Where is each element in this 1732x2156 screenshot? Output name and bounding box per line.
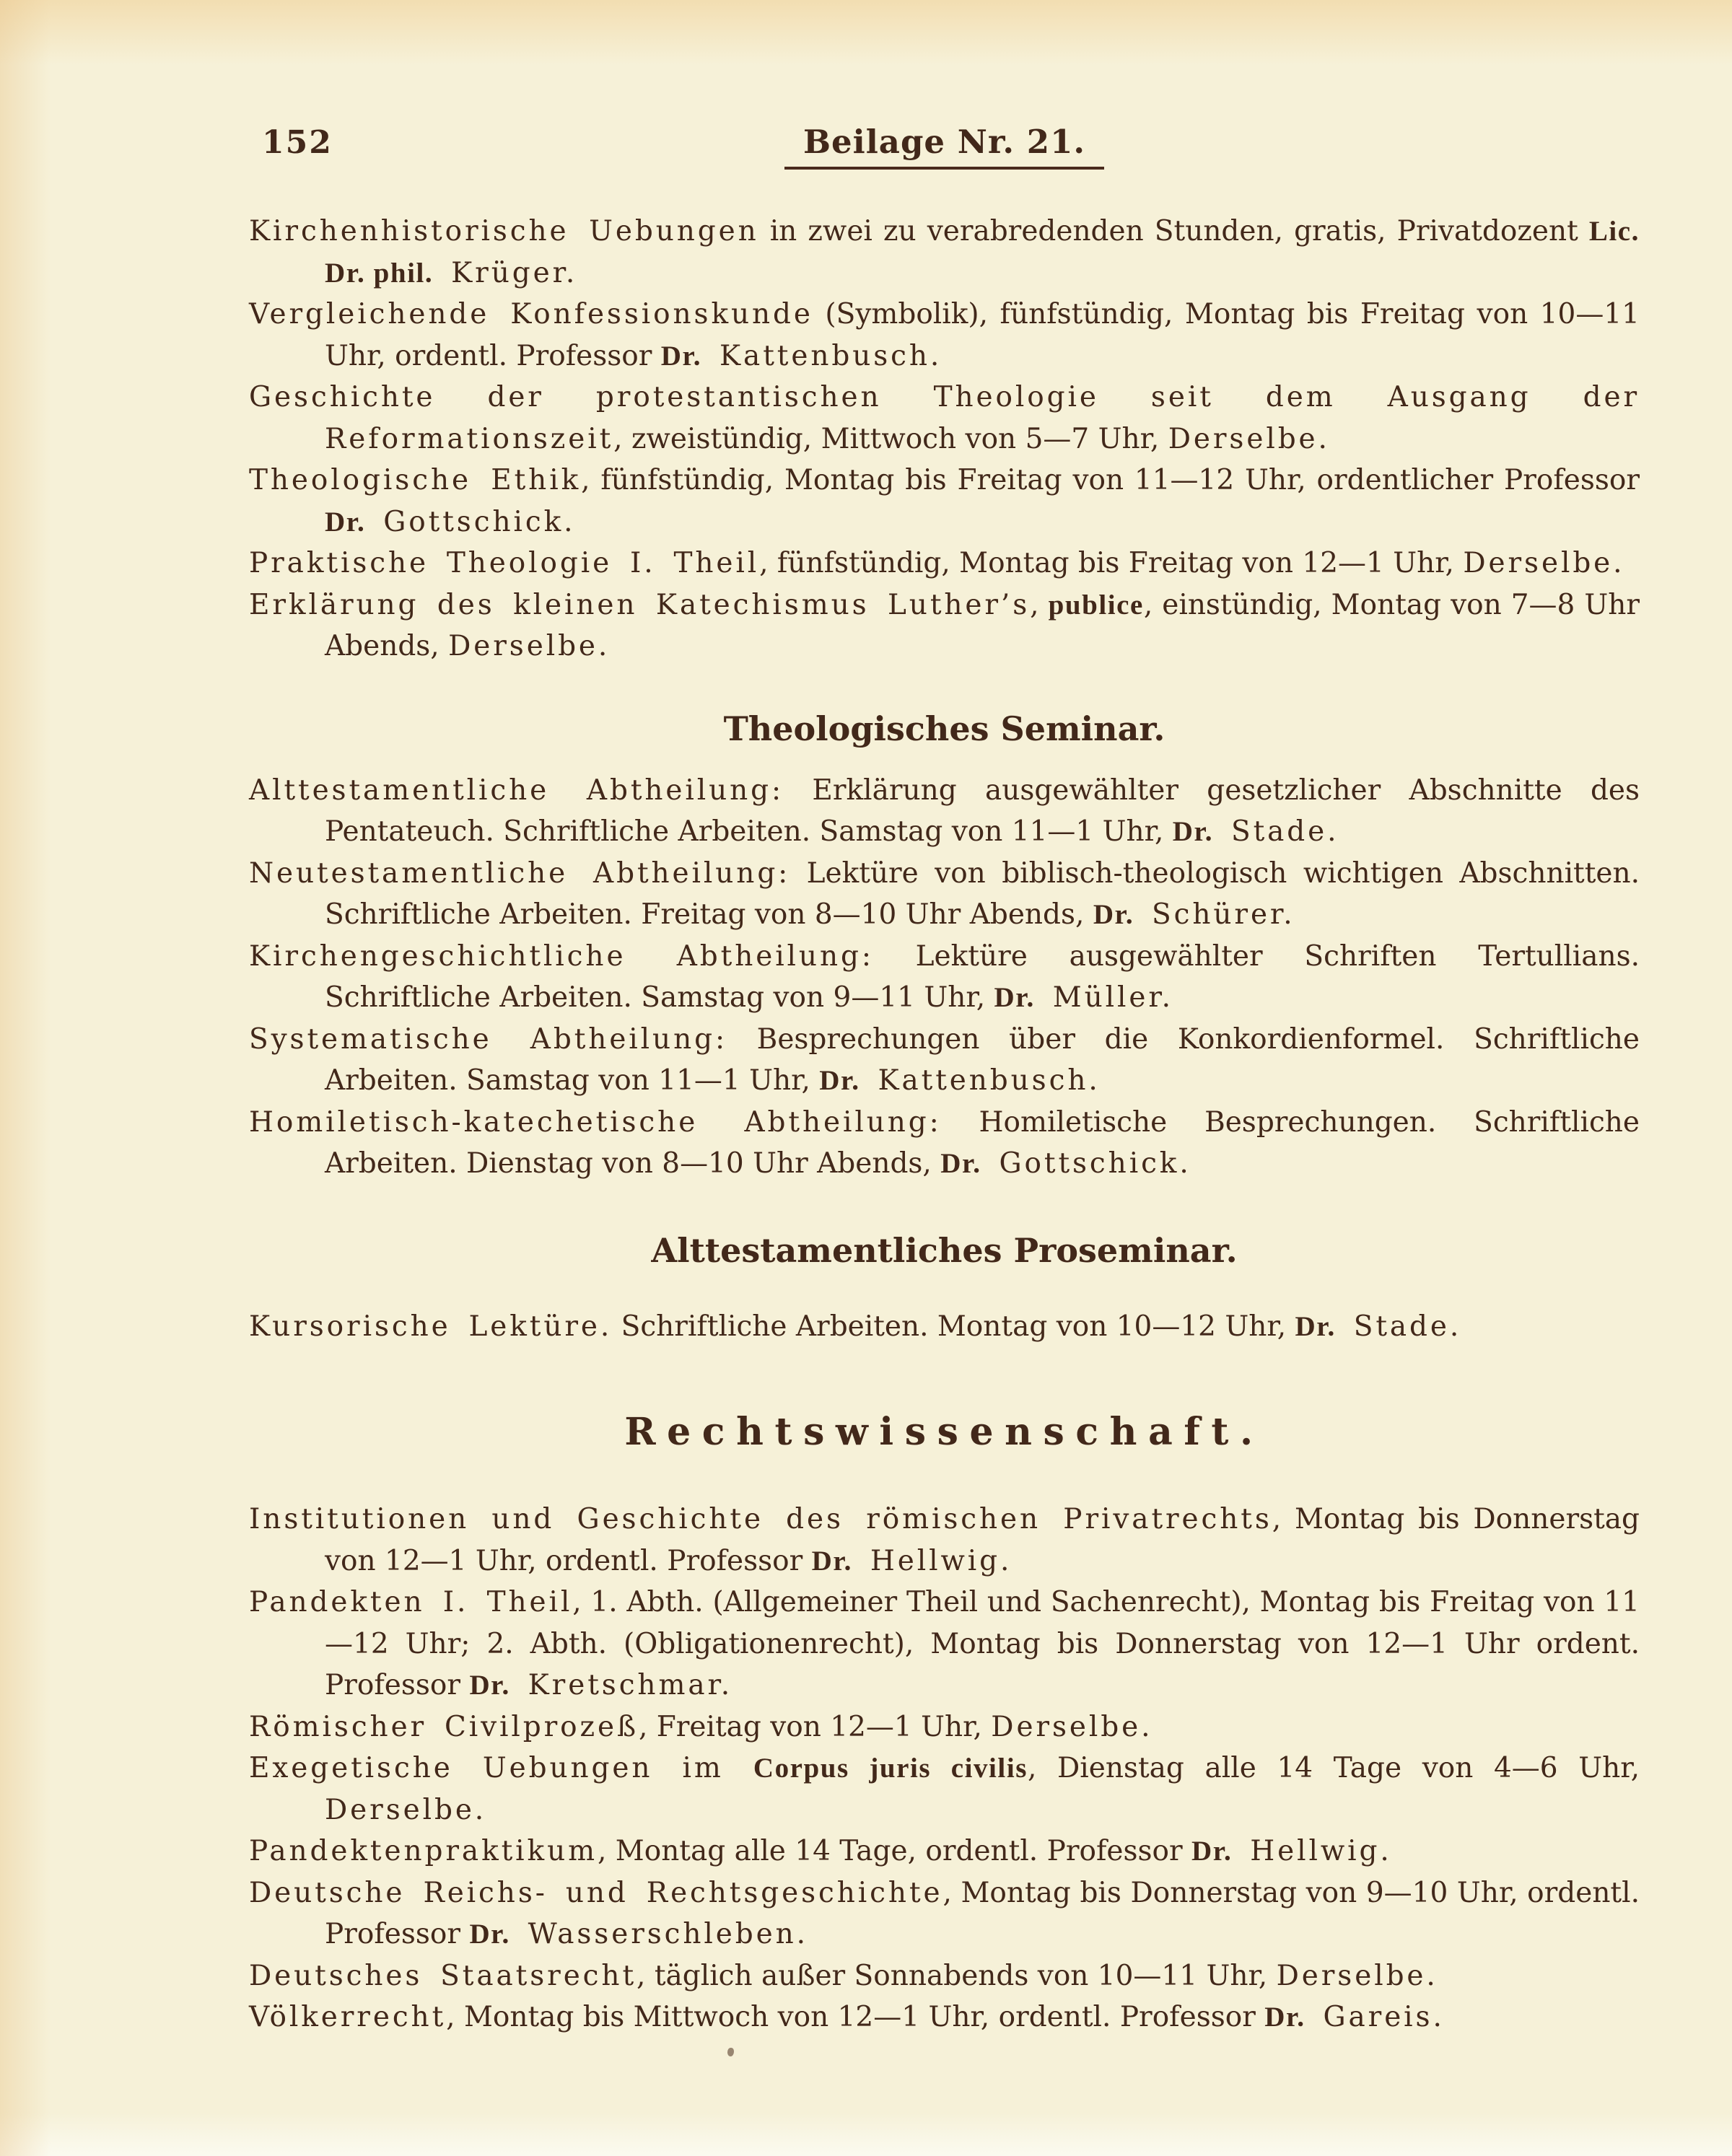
text-segment: Derselbe.	[1463, 547, 1625, 579]
section-proseminar	[249, 1306, 1640, 1348]
text-segment: Schriftliche Arbeiten. Montag von 10—12 Uhr,	[612, 1310, 1295, 1343]
course-entry	[249, 1706, 1640, 1748]
text-segment: Dr.	[1191, 1836, 1233, 1867]
text-segment: Dr.	[940, 1148, 981, 1179]
text-segment: Kattenbusch.	[860, 1064, 1101, 1097]
text-segment: Dr.	[1093, 899, 1134, 930]
text-segment: , Freitag von 12—1 Uhr,	[638, 1710, 992, 1743]
text-segment: , 1. Abth. (Allgemeiner Theil und Sachenrecht), Montag bis Freitag von 11—12 Uhr; 2. Abth. (Obligationenrecht), Montag bis Donnerstag von 12—1 Uhr ordent. Professor	[325, 1586, 1640, 1701]
text-segment: Gottschick.	[981, 1147, 1191, 1180]
text-segment: Stade.	[1335, 1310, 1462, 1343]
text-segment: Gottschick.	[365, 505, 576, 538]
text-segment: publice	[1048, 589, 1144, 621]
text-segment: Römischer Civilprozeß	[249, 1710, 639, 1743]
text-segment: Völkerrecht	[249, 2001, 447, 2033]
text-segment: Dr.	[1264, 2002, 1305, 2033]
text-segment: Kirchenhistorische Uebungen	[249, 215, 759, 247]
text-segment: Krüger.	[433, 256, 578, 289]
text-segment: , fünfstündig, Montag bis Freitag von 11—12 Uhr, ordentlicher Professor	[581, 464, 1640, 496]
text-segment: Lektüre von biblisch-theologisch wichtigen Abschnitten. Schriftliche Arbeiten. Freitag von 8—10 Uhr Abends,	[325, 856, 1640, 931]
page-header	[249, 123, 1640, 167]
section-heading-theologisches-seminar: Theologisches Seminar.	[723, 709, 1165, 748]
text-segment: Derselbe.	[448, 630, 611, 662]
section-heading-proseminar: Alttestamentliches Proseminar.	[651, 1230, 1238, 1270]
text-segment: in zwei zu verabredenden Stunden, gratis, Privatdozent	[758, 215, 1589, 247]
text-segment: Derselbe.	[991, 1710, 1153, 1743]
text-segment: (Symbolik), fünfstündig, Montag bis Freitag von 10—11 Uhr, ordentl. Professor	[325, 298, 1640, 372]
course-entry	[249, 770, 1640, 853]
text-segment: Pandektenpraktikum	[249, 1835, 598, 1867]
text-segment: Kretschmar.	[509, 1669, 733, 1701]
section-theology-courses	[249, 211, 1640, 667]
text-segment: Neutestamentliche Abtheilung:	[249, 856, 791, 890]
text-segment: Kattenbusch.	[701, 339, 942, 372]
section-law-courses	[249, 1499, 1640, 2038]
text-segment: Deutsches Staatsrecht	[249, 1959, 637, 1992]
text-segment: Derselbe.	[1168, 422, 1330, 455]
course-entry	[249, 1955, 1640, 1997]
text-segment: Lic. Dr. phil.	[325, 216, 1640, 289]
course-entry	[249, 1306, 1640, 1348]
text-segment: Erklärung ausgewählter gesetzlicher Abschnitte des Pentateuch. Schriftliche Arbeiten. Samstag von 11—1 Uhr,	[325, 774, 1640, 848]
text-segment: , täglich außer Sonnabends von 10—11 Uhr,	[637, 1959, 1277, 1992]
ink-speck	[727, 2048, 734, 2056]
text-segment: Dr.	[1295, 1310, 1336, 1342]
text-segment: Derselbe.	[1276, 1959, 1438, 1992]
text-segment: Wasserschleben.	[509, 1918, 808, 1950]
course-entry	[249, 211, 1640, 294]
text-segment: Pandekten I. Theil	[249, 1586, 573, 1618]
page-header-title: Beilage Nr. 21.	[784, 123, 1104, 170]
text-segment: Praktische Theologie I. Theil	[249, 547, 760, 579]
text-segment: Dr.	[325, 506, 366, 538]
text-segment: Dr.	[994, 982, 1035, 1013]
course-entry	[249, 1997, 1640, 2038]
course-entry	[249, 294, 1640, 377]
text-segment: Stade.	[1213, 815, 1339, 848]
course-entry	[249, 1102, 1640, 1185]
text-segment: Systematische Abtheilung:	[249, 1022, 727, 1056]
text-segment: Homiletisch-katechetische Abtheilung:	[249, 1105, 942, 1139]
text-segment: Exegetische Uebungen im	[249, 1752, 753, 1784]
text-segment: Schürer.	[1134, 898, 1295, 931]
text-segment: Dr.	[469, 1919, 510, 1950]
text-segment: Geschichte der protestantischen Theologie seit dem Ausgang der Reformationszeit	[249, 381, 1640, 455]
text-segment: Müller.	[1034, 981, 1173, 1014]
course-entry	[249, 1748, 1640, 1831]
text-segment: , einstündig, Montag von 7—8 Uhr Abends,	[325, 588, 1640, 662]
text-segment: , Montag bis Donnerstag von 9—10 Uhr, ordentl. Professor	[325, 1876, 1640, 1950]
text-segment: , fünfstündig, Montag bis Freitag von 12—1 Uhr,	[759, 547, 1464, 579]
text-segment: Hellwig.	[852, 1544, 1012, 1577]
text-segment: Dr.	[819, 1065, 860, 1096]
section-theologisches-seminar	[249, 770, 1640, 1185]
text-segment: Corpus juris civilis	[753, 1753, 1028, 1784]
text-segment: Gareis.	[1305, 2001, 1445, 2033]
text-segment: , zweistündig, Mittwoch von 5—7 Uhr,	[613, 422, 1168, 455]
text-segment: Dr.	[660, 340, 702, 372]
text-segment: ,	[1030, 588, 1049, 621]
text-segment: Theologische Ethik	[249, 464, 582, 496]
text-segment: Institutionen und Geschichte des römischen Privatrechts	[249, 1503, 1272, 1535]
page-number: 152	[262, 124, 333, 161]
course-entry	[249, 853, 1640, 936]
text-segment: , Montag alle 14 Tage, ordentl. Professor	[597, 1835, 1192, 1867]
text-segment: , Montag bis Mittwoch von 12—1 Uhr, ordentl. Professor	[446, 2001, 1265, 2033]
course-entry	[249, 460, 1640, 543]
section-heading-rechtswissenschaft: Rechtswissenschaft.	[624, 1410, 1264, 1454]
text-segment: Vergleichende Konfessionskunde	[249, 298, 813, 330]
course-entry	[249, 1499, 1640, 1582]
text-segment: Deutsche Reichs- und Rechtsgeschichte	[249, 1876, 943, 1909]
text-segment: Dr.	[811, 1545, 852, 1577]
text-segment: Derselbe.	[325, 1793, 487, 1826]
course-entry	[249, 1582, 1640, 1706]
text-segment: Kirchengeschichtliche Abtheilung:	[249, 939, 874, 973]
course-entry	[249, 1872, 1640, 1955]
text-segment: Dr.	[469, 1670, 510, 1701]
text-segment: Alttestamentliche Abtheilung:	[249, 774, 784, 807]
course-entry	[249, 543, 1640, 584]
course-entry	[249, 377, 1640, 460]
course-entry	[249, 936, 1640, 1019]
course-entry	[249, 1019, 1640, 1102]
course-entry	[249, 1831, 1640, 1872]
text-segment: Besprechungen über die Konkordienformel. Schriftliche Arbeiten. Samstag von 11—1 Uhr,	[325, 1022, 1640, 1097]
text-segment: Kursorische Lektüre.	[249, 1310, 613, 1343]
text-segment: Hellwig.	[1232, 1835, 1392, 1867]
text-segment: , Dienstag alle 14 Tage von 4—6 Uhr,	[1027, 1752, 1640, 1784]
text-segment: Lektüre ausgewählter Schriften Tertullians. Schriftliche Arbeiten. Samstag von 9—11 Uhr,	[325, 939, 1640, 1014]
text-segment: Homiletische Besprechungen. Schriftliche Arbeiten. Dienstag von 8—10 Uhr Abends,	[325, 1105, 1640, 1180]
text-segment: , Montag bis Donnerstag von 12—1 Uhr, ordentl. Professor	[325, 1503, 1640, 1577]
text-segment: Dr.	[1172, 816, 1214, 847]
text-segment: Erklärung des kleinen Katechismus Luther’s	[249, 588, 1031, 621]
course-entry	[249, 584, 1640, 667]
